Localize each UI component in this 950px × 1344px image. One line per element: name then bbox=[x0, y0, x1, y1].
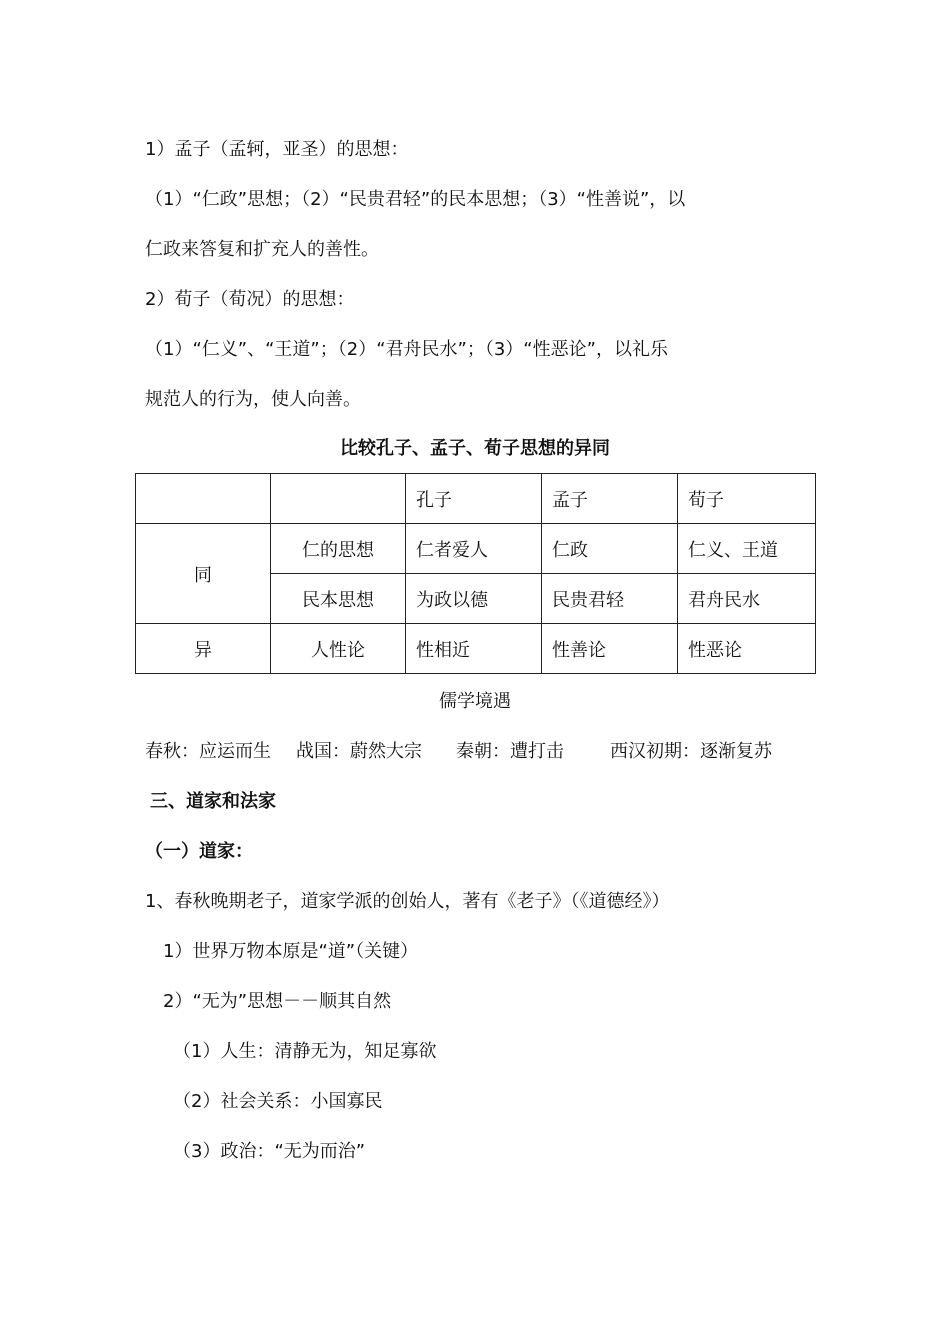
table-header-cell bbox=[136, 474, 271, 524]
table-header-cell: 荀子 bbox=[678, 474, 816, 524]
wuwei-point: 2）“无为”思想－－顺其自然 bbox=[163, 991, 392, 1012]
table-cell: 性恶论 bbox=[678, 624, 816, 674]
table-cell: 性相近 bbox=[406, 624, 542, 674]
table-row bbox=[136, 624, 816, 674]
xunzi-points-cont: 规范人的行为，使人向善。 bbox=[145, 389, 361, 410]
mencius-heading: 1）孟子（孟轲，亚圣）的思想： bbox=[145, 139, 409, 160]
fate-title: 儒学境遇 bbox=[439, 691, 511, 712]
laozi-intro: 1、春秋晚期老子，道家学派的创始人，著有《老子》（《道德经》） bbox=[145, 891, 670, 912]
dao-point: 1）世界万物本原是“道”（关键） bbox=[163, 941, 419, 962]
wuwei-subpoint: （2）社会关系：小国寡民 bbox=[173, 1091, 383, 1112]
era-item: 秦朝：遭打击 bbox=[456, 741, 564, 762]
xunzi-heading: 2）荀子（荀况）的思想： bbox=[145, 289, 355, 310]
era-row bbox=[0, 739, 950, 765]
subsection-heading: （一）道家： bbox=[145, 841, 253, 862]
wuwei-subpoint: （3）政治：“无为而治” bbox=[173, 1141, 366, 1162]
table-cell: 性善论 bbox=[542, 624, 678, 674]
table-cell: 仁的思想 bbox=[271, 524, 406, 574]
era-item: 西汉初期：逐渐复苏 bbox=[610, 741, 772, 762]
table-cell: 民贵君轻 bbox=[542, 574, 678, 624]
table-cell: 仁者爱人 bbox=[406, 524, 542, 574]
section-heading: 三、道家和法家 bbox=[150, 791, 276, 812]
xunzi-points: （1）“仁义”、“王道”；（2）“君舟民水”；（3）“性恶论”，以礼乐 bbox=[145, 339, 668, 360]
diff-label: 异 bbox=[136, 624, 271, 674]
comparison-table bbox=[135, 473, 816, 674]
mencius-points: （1）“仁政”思想；（2）“民贵君轻”的民本思想；（3）“性善说”，以 bbox=[145, 189, 686, 210]
table-header-cell bbox=[271, 474, 406, 524]
mencius-points-cont: 仁政来答复和扩充人的善性。 bbox=[145, 239, 379, 260]
era-item: 战国：蔚然大宗 bbox=[296, 741, 422, 762]
table-header-row bbox=[136, 474, 816, 524]
wuwei-subpoint: （1）人生：清静无为，知足寡欲 bbox=[173, 1041, 437, 1062]
table-cell: 为政以德 bbox=[406, 574, 542, 624]
table-cell: 君舟民水 bbox=[678, 574, 816, 624]
table-header-cell: 孟子 bbox=[542, 474, 678, 524]
same-label: 同 bbox=[136, 524, 271, 624]
table-cell: 仁政 bbox=[542, 524, 678, 574]
table-title: 比较孔子、孟子、荀子思想的异同 bbox=[340, 438, 610, 459]
era-item: 春秋：应运而生 bbox=[145, 741, 271, 762]
table-cell: 仁义、王道 bbox=[678, 524, 816, 574]
table-cell: 人性论 bbox=[271, 624, 406, 674]
table-cell: 民本思想 bbox=[271, 574, 406, 624]
table-header-cell: 孔子 bbox=[406, 474, 542, 524]
table-row bbox=[136, 524, 816, 574]
